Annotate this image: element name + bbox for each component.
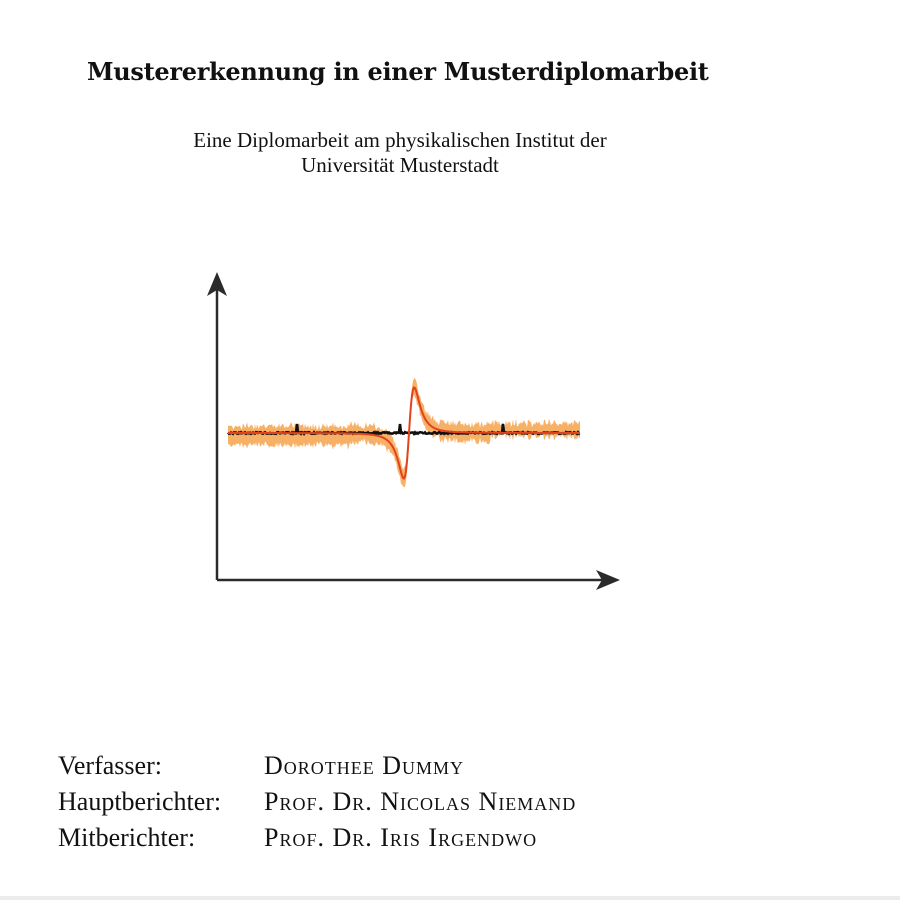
credit-row-author bbox=[58, 748, 576, 784]
signal-plot-icon bbox=[190, 260, 630, 600]
credit-label: Hauptberichter: bbox=[58, 787, 222, 816]
subtitle-line-1: Eine Diplomarbeit am physikalischen Institut der bbox=[193, 128, 607, 152]
credit-label: Mitberichter: bbox=[58, 823, 196, 852]
page-title: Mustererkennung in einer Musterdiplomarbeit bbox=[87, 57, 709, 86]
credit-label: Verfasser: bbox=[58, 751, 162, 780]
credits-block bbox=[58, 748, 576, 856]
credit-row-main-reviewer bbox=[58, 784, 576, 820]
credit-name: Prof. Dr. Iris Irgendwo bbox=[264, 823, 538, 852]
subtitle-line-2: Universität Musterstadt bbox=[301, 153, 499, 177]
page-bottom-rule bbox=[0, 896, 900, 900]
credit-row-co-reviewer bbox=[58, 820, 576, 856]
credit-name: Dorothee Dummy bbox=[264, 751, 465, 780]
credit-name: Prof. Dr. Nicolas Niemand bbox=[264, 787, 577, 816]
subtitle bbox=[100, 128, 700, 178]
cover-figure bbox=[190, 260, 630, 600]
